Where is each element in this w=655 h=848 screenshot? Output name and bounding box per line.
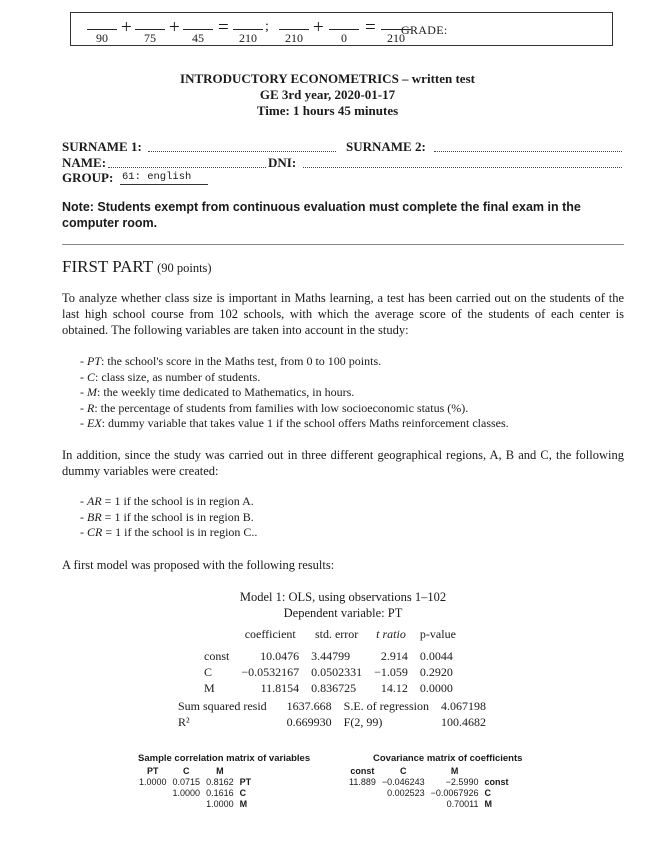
name-label: NAME: [62, 155, 107, 170]
plus-sign: + [169, 17, 180, 38]
table-row: 1.0000 0.0715 0.8162 PT [139, 776, 252, 787]
section-title: FIRST PART [62, 257, 153, 276]
dni-label: DNI: [268, 155, 297, 170]
covariance-title: Covariance matrix of coefficients [373, 753, 523, 764]
grade-fraction-6: 0 [329, 17, 359, 46]
course-title: INTRODUCTORY ECONOMETRICS – written test [180, 71, 475, 86]
divider [62, 244, 624, 245]
list-item: - AR = 1 if the school is in region A. [80, 494, 254, 508]
intro-paragraph: To analyze whether class size is important in Maths learning, a test has been carried out on the students of the last high school course from 102 schools, with which the average score of the students of each center is obtained. The following variables are taken into account in the study: [62, 291, 624, 337]
semicolon: ; [265, 19, 269, 34]
grade-fraction-2: 75 [135, 17, 165, 46]
table-row: 1.0000 M [206, 798, 248, 809]
surname1-label: SURNAME 1: [62, 139, 142, 154]
list-item: - BR = 1 if the school is in region B. [80, 509, 254, 524]
grade-fraction-7: 210 [381, 17, 411, 46]
model-dependent: Dependent variable: PT [283, 606, 403, 620]
grade-fraction-5: 210 [279, 17, 309, 46]
variables-list [80, 354, 624, 432]
column-header: p-value [419, 626, 456, 641]
list-item: - CR = 1 if the school is in region C.. [80, 525, 258, 539]
grade-box [70, 12, 613, 46]
list-item: - M: the weekly time dedicated to Mathematics, in hours. [80, 385, 355, 399]
name-field[interactable] [108, 157, 266, 168]
group-label: GROUP: [62, 170, 114, 185]
table-row: 0.002523 −0.0067926 C [387, 787, 491, 798]
column-header: t ratio [376, 626, 406, 641]
model-intro: A first model was proposed with the following results: [62, 558, 335, 572]
table-row: 0.70011 M [446, 798, 492, 809]
table-row: const 10.0476 3.44799 2.914 0.0044 [204, 648, 453, 663]
equals-sign: = [218, 17, 229, 38]
regression-table [198, 626, 462, 696]
surname1-field[interactable] [148, 141, 336, 152]
grade-label: GRADE: [401, 23, 448, 37]
column-header: coefficient [244, 626, 296, 641]
exam-duration: Time: 1 hours 45 minutes [256, 103, 399, 118]
table-header-row: const C M [350, 765, 459, 776]
model-title: Model 1: OLS, using observations 1–102 [239, 590, 447, 604]
table-row: C −0.0532167 0.0502331 −1.059 0.2920 [204, 664, 453, 679]
list-item: - C: class size, as number of students. [80, 369, 261, 384]
table-header-row: PT C M [147, 765, 224, 776]
equals-sign: = [365, 17, 376, 38]
table-row: 1.0000 0.1616 C [172, 787, 247, 798]
table-header-row [198, 626, 462, 642]
table-row: Sum squared resid 1637.668 S.E. of regression 4.067198 [178, 698, 486, 713]
grade-fraction-1: 90 [87, 17, 117, 46]
surname2-field[interactable] [434, 141, 622, 152]
exam-program: GE 3rd year, 2020-01-17 [259, 87, 396, 102]
list-item: - EX: dummy variable that takes value 1 if the school offers Maths reinforcement classes. [80, 416, 509, 430]
correlation-matrix [136, 765, 254, 809]
plus-sign: + [121, 17, 132, 38]
group-field[interactable]: 61: english [120, 171, 208, 185]
table-row: 11.889 −0.046243 −2.5990 const [349, 776, 509, 787]
grade-fraction-4: 210 [233, 17, 263, 46]
dni-field[interactable] [303, 157, 622, 168]
covariance-matrix [346, 765, 511, 809]
plus-sign: + [313, 17, 324, 38]
regions-paragraph: In addition, since the study was carried out in three different geographical regions, A, B and C, the following dummy variables were created: [62, 448, 624, 478]
exemption-note: Note: Students exempt from continuous evaluation must complete the final exam in the computer room. [62, 200, 581, 230]
surname2-label: SURNAME 2: [346, 139, 426, 154]
dummies-list [80, 494, 624, 541]
section-heading [62, 257, 212, 277]
column-header: std. error [314, 626, 359, 641]
table-row: R² 0.669930 F(2, 99) 100.4682 [178, 714, 486, 729]
model-statistics [172, 698, 492, 730]
table-row: M 11.8154 0.836725 14.12 0.0000 [204, 680, 453, 695]
list-item: - R: the percentage of students from families with low socioeconomic status (%). [80, 400, 469, 415]
list-item: - PT: the school's score in the Maths test, from 0 to 100 points. [80, 354, 382, 368]
correlation-title: Sample correlation matrix of variables [138, 753, 311, 764]
section-points: (90 points) [157, 261, 212, 275]
grade-fraction-3: 45 [183, 17, 213, 46]
